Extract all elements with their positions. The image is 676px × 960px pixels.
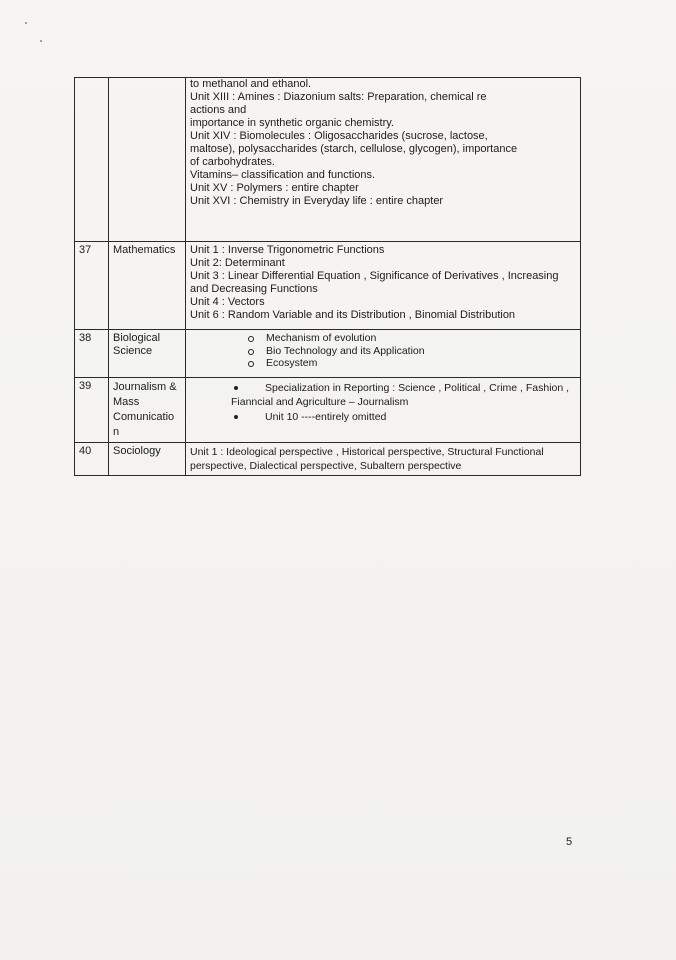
topic-line: Unit 2: Determinant	[190, 257, 285, 269]
subject-cell	[109, 378, 186, 443]
list-item: Ecosystem	[246, 357, 576, 370]
bullet-item	[190, 410, 576, 424]
table-row	[75, 443, 581, 476]
list-item: Bio Technology and its Application	[246, 345, 576, 358]
topic-line: Unit 1 : Ideological perspective , Historical perspective, Structural Functional	[190, 446, 544, 458]
topic-line: perspective, Dialectical perspective, Subaltern perspective	[190, 460, 462, 472]
subject-cell	[109, 330, 186, 378]
topic-line: maltose), polysaccharides (starch, cellulose, glycogen), importance	[190, 143, 518, 155]
table-row	[75, 242, 581, 330]
topic-line: actions and	[190, 104, 247, 116]
topic-line: Unit XV : Polymers : entire chapter	[190, 182, 359, 194]
subject-line: n	[113, 426, 120, 438]
topic-line: Unit 4 : Vectors	[190, 296, 265, 308]
bullet-text: Fianncial and Agriculture – Journalism	[231, 396, 409, 408]
serial-number-cell: 37	[75, 242, 109, 330]
topic-line: Unit 6 : Random Variable and its Distribution , Binomial Distribution	[190, 309, 516, 321]
bullet-text: Specialization in Reporting : Science , Political , Crime , Fashion ,	[265, 382, 570, 394]
subject-cell	[109, 78, 186, 242]
omitted-topics-cell	[186, 378, 581, 443]
subject-line: Comunicatio	[113, 411, 175, 423]
topic-line: and Decreasing Functions	[190, 283, 318, 295]
topic-line: Unit XIV : Biomolecules : Oligosaccharides (sucrose, lactose,	[190, 130, 488, 142]
scan-speck	[40, 40, 42, 42]
subject-line: Mass	[113, 396, 140, 408]
topic-line: Unit XIII : Amines : Diazonium salts: Preparation, chemical re	[190, 91, 487, 103]
topic-line: Unit XVI : Chemistry in Everyday life : entire chapter	[190, 195, 444, 207]
bullet-text: Unit 10 ----entirely omitted	[265, 411, 387, 423]
bullet-dot	[234, 415, 238, 419]
topic-line: to methanol and ethanol.	[190, 78, 312, 90]
topic-line: Unit 3 : Linear Differential Equation , Significance of Derivatives , Increasing	[190, 270, 559, 282]
serial-number-cell: 38	[75, 330, 109, 378]
table-row	[75, 330, 581, 378]
serial-number-cell: 40	[75, 443, 109, 476]
topic-line: Vitamins– classification and functions.	[190, 169, 376, 181]
topic-list	[190, 332, 576, 370]
serial-number-cell: 39	[75, 378, 109, 443]
subject-cell: Sociology	[109, 443, 186, 476]
topic-line: importance in synthetic organic chemistry.	[190, 117, 394, 129]
scan-speck	[25, 22, 27, 24]
bullet-item	[190, 381, 576, 409]
omitted-topics-cell	[186, 443, 581, 476]
syllabus-table	[74, 77, 581, 476]
page-number: 5	[566, 836, 573, 848]
list-item: Mechanism of evolution	[246, 332, 576, 345]
subject-cell: Mathematics	[109, 242, 186, 330]
table-row	[75, 78, 581, 242]
subject-line: Biological	[113, 332, 161, 344]
serial-number-cell	[75, 78, 109, 242]
omitted-topics-cell	[186, 78, 581, 242]
bullet-dot	[234, 386, 238, 390]
topic-line: Unit 1 : Inverse Trigonometric Functions	[190, 244, 385, 256]
omitted-topics-cell	[186, 330, 581, 378]
topic-line: of carbohydrates.	[190, 156, 275, 168]
omitted-topics-cell	[186, 242, 581, 330]
table-row	[75, 378, 581, 443]
subject-line: Journalism &	[113, 381, 177, 393]
subject-line: Science	[113, 345, 153, 357]
